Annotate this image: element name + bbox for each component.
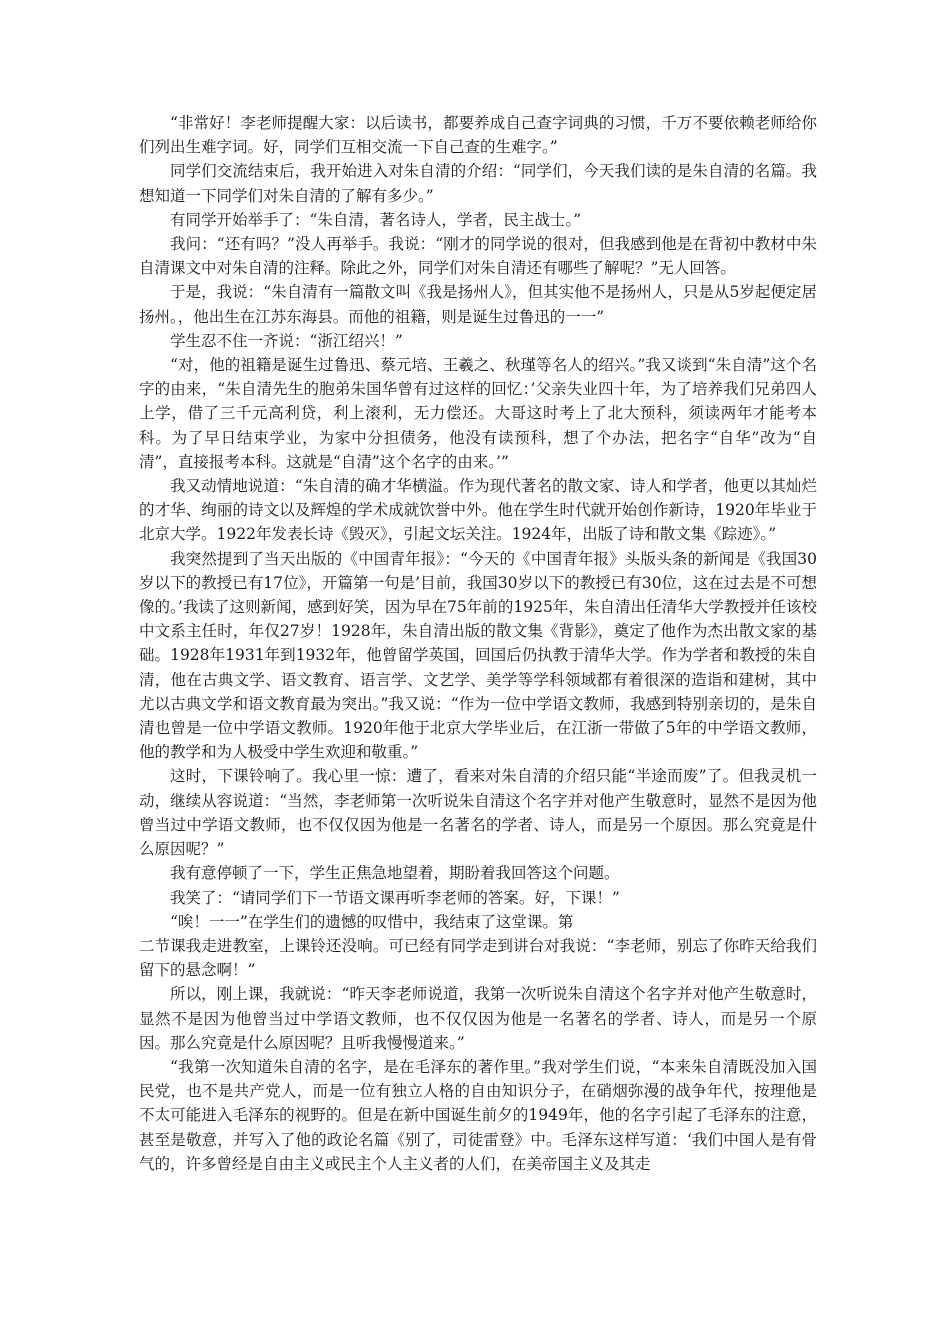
paragraph: 我问：“还有吗？”没人再举手。我说：“刚才的同学说的很对，但我感到他是在背初中教材中朱自清课文中对朱自清的注释。除此之外，同学们对朱自清还有哪些了解呢？”无人回答。 (139, 235, 817, 278)
paragraph: “对，他的祖籍是诞生过鲁迅、蔡元培、王羲之、秋瑾等名人的绍兴。”我又谈到“朱自清”这个名字的由来，“朱自清先生的胞弟朱国华曾有过这样的回忆：’父亲失业四十年，为了培养我们兄弟四人上学，借了三千元高利贷，利上滚利，无力偿还。大哥这时考上了北大预科，须读两年才能考本科。为了早日结束学业，为家中分担债务，他没有读预科，想了个办法，把名字“自华”改为“自清”，直接报考本科。这就是“自清”这个名字的由来。’” (139, 356, 817, 471)
paragraph: “唉！一一”在学生们的遗憾的叹惜中，我结束了这堂课。第 (170, 912, 574, 931)
paragraph: 于是，我说：“朱自清有一篇散文叫《我是扬州人》，但其实他不是扬州人，只是从5岁起便定居扬州。，他出生在江苏东海县。而他的祖籍，则是诞生过鲁迅的一一” (139, 283, 817, 326)
paragraph: 我突然提到了当天出版的《中国青年报》：“今天的《中国青年报》头版头条的新闻是《我国30岁以下的教授已有17位》，开篇第一句是’目前，我国30岁以下的教授已有30位，这在过去是不可想像的。’我读了这则新闻，感到好笑，因为早在75年前的1925年，朱自清出任清华大学教授并任该校中文系主任时，年仅27岁！1928年，朱自清出版的散文集《背影》，奠定了他作为杰出散文家的基础。1928年1931年到1932年，他曾留学英国，回国后仍执教于清华大学。作为学者和教授的朱自清，他在古典文学、语文教育、语言学、文艺学、美学等学科领域都有着很深的造诣和建树，其中尤以古典文学和语文教育最为突出。”我又说：“作为一位中学语文教师，我感到特别亲切的，是朱自清也曾是一位中学语文教师。1920年他于北京大学毕业后，在江浙一带做了5年的中学语文教师，他的教学和为人极受中学生欢迎和敬重。” (139, 549, 817, 762)
paragraph: 我笑了：“请同学们下一节语文课再听李老师的答案。好，下课！” (170, 888, 620, 907)
paragraph: 有同学开始举手了：“朱自清，著名诗人，学者，民主战士。” (170, 210, 582, 229)
paragraph: 所以，刚上课，我就说：“昨天李老师说道，我第一次听说朱自清这个名字并对他产生敬意时，显然不是因为他曾当过中学语文教师，也不仅仅因为他是一名著名的学者、诗人，而是另一个原因。那么究竟是什么原因呢？且听我慢慢道来。” (139, 985, 817, 1052)
paragraph: 我有意停顿了一下，学生正焦急地望着，期盼着我回答这个问题。 (170, 864, 620, 883)
paragraph: 学生忍不住一齐说：“浙江绍兴！” (170, 331, 403, 350)
paragraph: “非常好！李老师提醒大家：以后读书，都要养成自己查字词典的习惯，千万不要依赖老师给你们列出生难字词。好，同学们互相交流一下自己查的生难字。” (139, 114, 817, 157)
paragraph-continuation: 二节课我走进教室，上课铃还没响。可已经有同学走到讲台对我说：“李老师，别忘了你昨天给我们留下的悬念啊！” (139, 936, 817, 980)
paragraph: 同学们交流结束后，我开始进入对朱自清的介绍：“同学们，今天我们读的是朱自清的名篇。我想知道一下同学们对朱自清的了解有多少。” (139, 162, 817, 205)
paragraph: 我又动情地说道：“朱自清的确才华横溢。作为现代著名的散文家、诗人和学者，他更以其灿烂的才华、绚丽的诗文以及辉煌的学术成就饮誉中外。他在学生时代就开始创作新诗，1920年毕业于北京大学。1922年发表长诗《毁灭》，引起文坛关注。1924年，出版了诗和散文集《踪迹》。” (139, 477, 817, 544)
document-body (139, 111, 817, 1176)
paragraph: “我第一次知道朱自清的名字，是在毛泽东的著作里。”我对学生们说，“本来朱自清既没加入国民党，也不是共产党人，而是一位有独立人格的自由知识分子，在硝烟弥漫的战争年代，按理他是不太可能进入毛泽东的视野的。但是在新中国诞生前夕的1949年，他的名字引起了毛泽东的注意，甚至是敬意，并写入了他的政论名篇《别了，司徒雷登》中。毛泽东这样写道：‘我们中国人是有骨气的，许多曾经是自由主义或民主个人主义者的人们，在美帝国主义及其走 (139, 1057, 817, 1173)
paragraph: 这时，下课铃响了。我心里一惊：遭了，看来对朱自清的介绍只能“半途而废”了。但我灵机一动，继续从容说道：“当然，李老师第一次听说朱自清这个名字并对他产生敬意时，显然不是因为他曾当过中学语文教师，也不仅仅因为他是一名著名的学者、诗人，而是另一个原因。那么究竟是什么原因呢？” (139, 767, 817, 859)
